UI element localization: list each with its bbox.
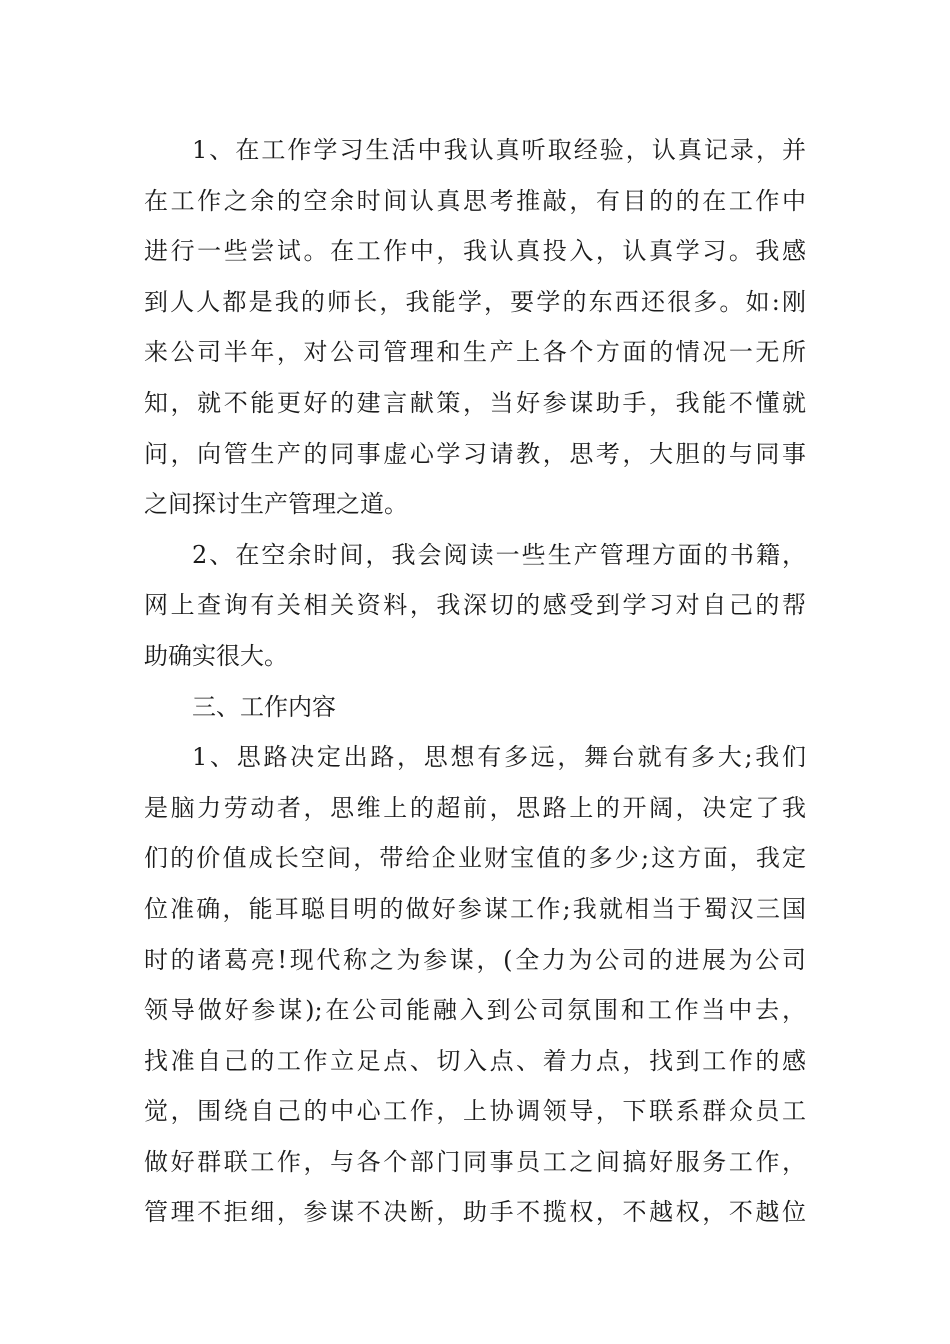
text-line: 做好群联工作，与各个部门同事员工之间搞好服务工作， (144, 1147, 806, 1176)
paragraph-learning-2 (144, 530, 806, 682)
text-line: 网上查询有关相关资料，我深切的感受到学习对自己的帮 (144, 591, 806, 620)
paragraph-learning-1 (144, 125, 806, 530)
paragraph-work-content-1 (144, 732, 806, 1238)
document-body (144, 125, 806, 1238)
text-line: 到人人都是我的师长，我能学，要学的东西还很多。如:刚 (144, 287, 806, 316)
text-line: 管理不拒细，参谋不决断，助手不揽权，不越权，不越位 (144, 1198, 806, 1227)
text-line: 找准自己的工作立足点、切入点、着力点，找到工作的感 (144, 1046, 806, 1075)
text-line: 领导做好参谋);在公司能融入到公司氛围和工作当中去， (144, 996, 806, 1025)
text-line: 1、思路决定出路，思想有多远，舞台就有多大;我们 (192, 743, 806, 772)
section-heading-text: 三、工作内容 (192, 692, 336, 721)
text-line: 助确实很大。 (144, 641, 288, 670)
text-line: 时的诸葛亮!现代称之为参谋，(全力为公司的进展为公司 (144, 945, 806, 974)
text-line: 来公司半年，对公司管理和生产上各个方面的情况一无所 (144, 338, 806, 367)
text-line: 进行一些尝试。在工作中，我认真投入，认真学习。我感 (144, 237, 806, 266)
text-line: 问，向管生产的同事虚心学习请教，思考，大胆的与同事 (144, 439, 806, 468)
text-line: 觉，围绕自己的中心工作，上协调领导，下联系群众员工 (144, 1097, 806, 1126)
text-line: 2、在空余时间，我会阅读一些生产管理方面的书籍， (192, 540, 806, 569)
section-heading-work-content (144, 682, 806, 733)
text-line: 之间探讨生产管理之道。 (144, 490, 408, 519)
text-line: 知，就不能更好的建言献策，当好参谋助手，我能不懂就 (144, 388, 806, 417)
text-line: 们的价值成长空间，带给企业财宝值的多少;这方面，我定 (144, 844, 806, 873)
text-line: 是脑力劳动者，思维上的超前，思路上的开阔，决定了我 (144, 793, 806, 822)
text-line: 位准确，能耳聪目明的做好参谋工作;我就相当于蜀汉三国 (144, 894, 806, 923)
text-line: 在工作之余的空余时间认真思考推敲，有目的的在工作中 (144, 186, 806, 215)
text-line: 1、在工作学习生活中我认真听取经验，认真记录，并 (192, 136, 806, 164)
